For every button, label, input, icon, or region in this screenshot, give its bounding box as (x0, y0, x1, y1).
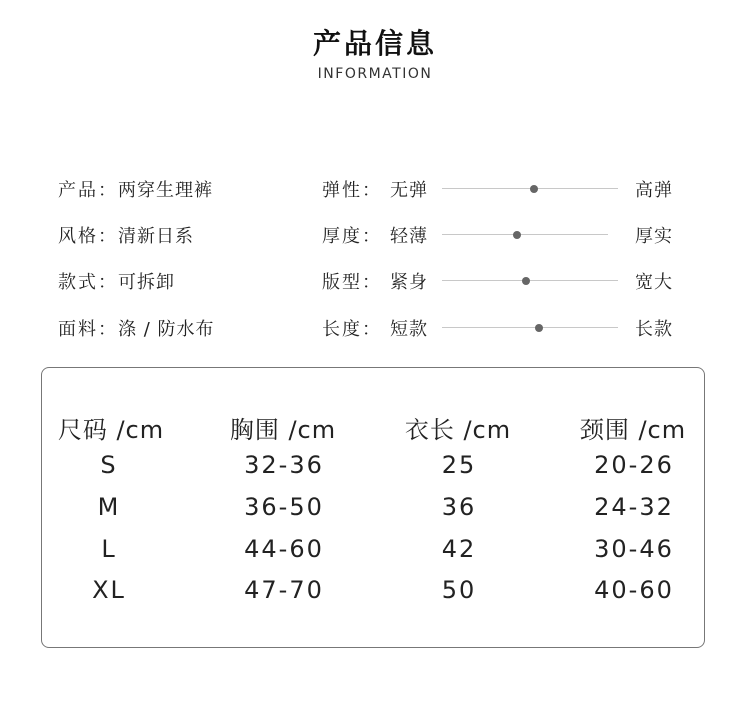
table-header: 衣长 /cm (404, 416, 512, 444)
scale-track (442, 327, 618, 328)
table-cell: 20-26 (594, 451, 674, 479)
scale-dot (535, 324, 543, 332)
table-header: 尺码 /cm (57, 416, 165, 444)
table-cell: 32-36 (244, 451, 324, 479)
size-table (41, 367, 705, 648)
spec-fabric (58, 315, 215, 341)
scale-left-label: 轻薄 (390, 226, 428, 247)
scale-length (322, 315, 682, 339)
table-cell: 30-46 (594, 535, 674, 563)
spec-key: 产品： (58, 180, 118, 201)
table-cell: 36-50 (244, 493, 324, 521)
scale-right-label: 宽大 (635, 272, 673, 293)
spec-key: 面料： (58, 319, 118, 340)
scale-track (442, 280, 618, 281)
page-title: 产品信息 (312, 27, 437, 60)
table-cell: S (100, 451, 118, 479)
scale-track (442, 234, 608, 235)
scale-track (442, 188, 618, 189)
table-header: 颈围 /cm (579, 416, 687, 444)
scale-label: 厚度： (322, 226, 382, 247)
table-cell: L (101, 535, 117, 563)
table-cell: 25 (441, 451, 477, 479)
table-cell: 50 (441, 576, 477, 604)
scale-thickness (322, 222, 682, 246)
scale-label: 版型： (322, 272, 382, 293)
scale-dot (513, 231, 521, 239)
scale-label: 弹性： (322, 180, 382, 201)
scale-left-label: 短款 (390, 319, 428, 340)
scale-left-label: 无弹 (390, 180, 428, 201)
scale-dot (530, 185, 538, 193)
scale-right-label: 高弹 (635, 180, 673, 201)
table-cell: XL (92, 576, 126, 604)
scale-right-label: 厚实 (635, 226, 673, 247)
scale-elasticity (322, 176, 682, 200)
table-cell: 24-32 (594, 493, 674, 521)
scale-dot (522, 277, 530, 285)
spec-value: 涤 / 防水布 (118, 319, 215, 340)
table-cell: 42 (441, 535, 477, 563)
table-header: 胸围 /cm (229, 416, 337, 444)
table-cell: 47-70 (244, 576, 324, 604)
spec-value: 可拆卸 (118, 272, 175, 293)
table-cell: M (97, 493, 121, 521)
scale-fit (322, 268, 682, 292)
spec-product (58, 176, 213, 202)
spec-value: 两穿生理裤 (118, 180, 213, 201)
spec-key: 款式： (58, 272, 118, 293)
scale-label: 长度： (322, 319, 382, 340)
page-subtitle: INFORMATION (317, 66, 433, 82)
spec-value: 清新日系 (118, 226, 194, 247)
spec-key: 风格： (58, 226, 118, 247)
scale-right-label: 长款 (635, 319, 673, 340)
spec-design (58, 268, 175, 294)
spec-style (58, 222, 194, 248)
scale-left-label: 紧身 (390, 272, 428, 293)
table-cell: 44-60 (244, 535, 324, 563)
table-cell: 36 (441, 493, 477, 521)
table-cell: 40-60 (594, 576, 674, 604)
